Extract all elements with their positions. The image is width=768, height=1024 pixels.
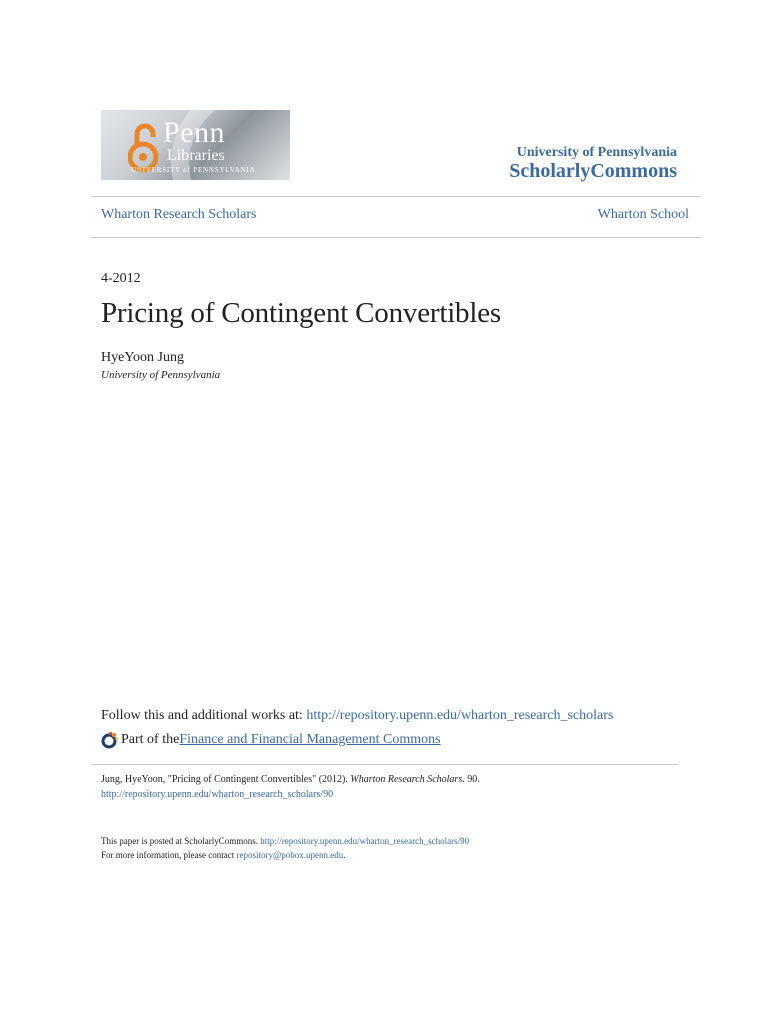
header-divider bbox=[91, 196, 701, 197]
contact-email-link[interactable]: repository@pobox.upenn.edu bbox=[236, 850, 344, 860]
follow-line bbox=[101, 708, 613, 724]
citation-line bbox=[101, 774, 480, 785]
citation-text: Jung, HyeYoon, "Pricing of Contingent Convertibles" (2012). bbox=[101, 774, 351, 785]
collection-link[interactable]: Wharton Research Scholars bbox=[101, 207, 257, 222]
paper-title: Pricing of Contingent Convertibles bbox=[101, 297, 501, 329]
citation-divider bbox=[91, 764, 678, 765]
posted-url-link[interactable]: http://repository.upenn.edu/wharton_research_scholars/90 bbox=[260, 836, 470, 846]
author-affiliation: University of Pennsylvania bbox=[101, 369, 221, 381]
university-name[interactable]: University of Pennsylvania bbox=[516, 145, 677, 160]
citation-series: Wharton Research Scholars bbox=[350, 774, 463, 785]
follow-url-link[interactable]: http://repository.upenn.edu/wharton_research_scholars bbox=[306, 708, 614, 723]
follow-text: Follow this and additional works at: bbox=[101, 708, 307, 723]
posted-text: This paper is posted at ScholarlyCommons. bbox=[101, 836, 261, 846]
citation-number: . 90. bbox=[462, 774, 480, 785]
citation-url-link[interactable]: http://repository.upenn.edu/wharton_research_scholars/90 bbox=[101, 789, 334, 800]
posted-line bbox=[101, 836, 469, 846]
finance-commons-link[interactable]: Finance and Financial Management Commons bbox=[179, 732, 441, 747]
contact-line bbox=[101, 850, 346, 860]
logo-university-text: UNIVERSITY of PENNSYLVANIA bbox=[131, 166, 256, 174]
logo-libraries-text: Libraries bbox=[167, 147, 225, 164]
part-of-line bbox=[101, 731, 441, 749]
publication-date: 4-2012 bbox=[101, 271, 141, 286]
author-name: HyeYoon Jung bbox=[101, 350, 184, 365]
school-link[interactable]: Wharton School bbox=[597, 207, 689, 222]
scholarlycommons-name[interactable]: ScholarlyCommons bbox=[509, 160, 677, 182]
part-of-text: Part of the bbox=[121, 732, 180, 747]
contact-end: . bbox=[343, 850, 346, 860]
penn-libraries-logo[interactable] bbox=[101, 110, 290, 180]
bepress-commons-icon bbox=[101, 731, 119, 749]
contact-text: For more information, please contact bbox=[101, 850, 237, 860]
nav-divider bbox=[91, 237, 701, 238]
logo-penn-text: Penn bbox=[163, 116, 225, 149]
